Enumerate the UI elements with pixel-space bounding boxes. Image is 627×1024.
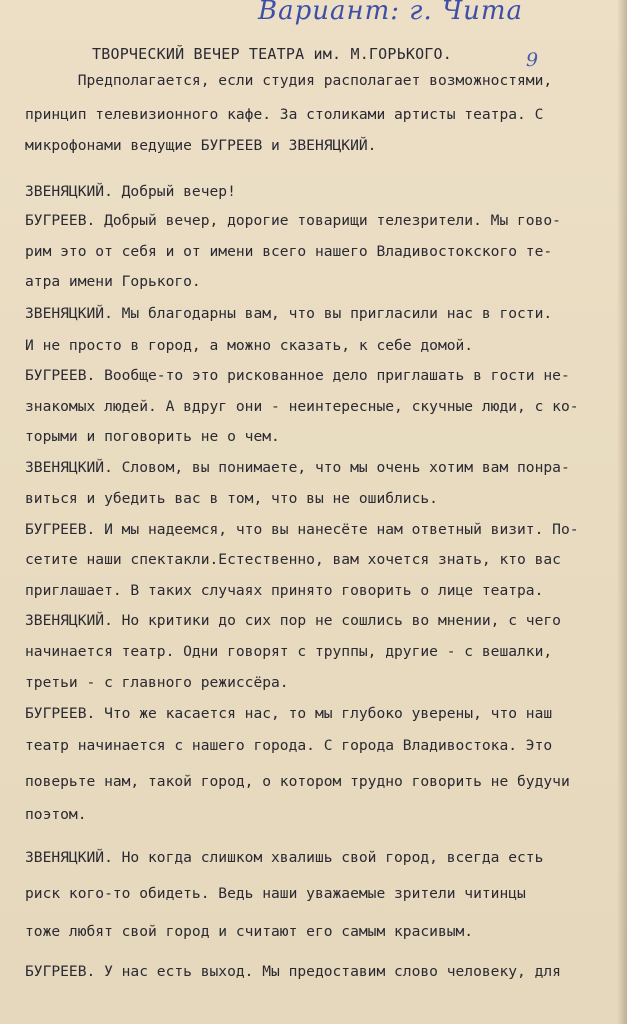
text-line: БУГРЕЕВ. Вообще-то это рискованное дело приглашать в гости не- xyxy=(25,367,570,384)
text-line: риск кого-то обидеть. Ведь наши уважаемые зрители читинцы xyxy=(25,885,526,902)
text-line: БУГРЕЕВ. У нас есть выход. Мы предоставим слово человеку, для xyxy=(25,963,561,980)
text-line: И не просто в город, а можно сказать, к себе домой. xyxy=(25,337,474,354)
text-line: БУГРЕЕВ. И мы надеемся, что вы нанесёте нам ответный визит. По- xyxy=(25,521,579,538)
text-line: БУГРЕЕВ. Что же касается нас, то мы глубоко уверены, что наш xyxy=(25,705,553,722)
text-line: ЗВЕНЯЦКИЙ. Мы благодарны вам, что вы пригласили нас в гости. xyxy=(25,305,553,322)
paper-edge-shadow xyxy=(617,0,627,1024)
text-line: приглашает. В таких случаях принято говорить о лице театра. xyxy=(25,582,544,599)
text-line: ЗВЕНЯЦКИЙ. Но когда слишком хвалишь свой город, всегда есть xyxy=(25,849,544,866)
page-number: 9 xyxy=(526,49,539,71)
text-line: микрофонами ведущие БУГРЕЕВ и ЗВЕНЯЦКИЙ. xyxy=(25,137,377,154)
text-line: ЗВЕНЯЦКИЙ. Добрый вечер! xyxy=(25,183,236,200)
text-line: БУГРЕЕВ. Добрый вечер, дорогие товарищи телезрители. Мы гово- xyxy=(25,212,561,229)
document-title: ТВОРЧЕСКИЙ ВЕЧЕР ТЕАТРА им. М.ГОРЬКОГО. xyxy=(92,45,452,63)
text-line: торыми и поговорить не о чем. xyxy=(25,428,280,445)
text-line: принцип телевизионного кафе. За столиками артисты театра. С xyxy=(25,106,544,123)
text-line: знакомых людей. А вдруг они - неинтересные, скучные люди, с ко- xyxy=(25,398,579,415)
handwritten-note: Вариант: г. Чита xyxy=(258,0,523,26)
text-line: тоже любят свой город и считают его самым красивым. xyxy=(25,923,474,940)
text-line: третьи - с главного режиссёра. xyxy=(25,674,289,691)
text-line: начинается театр. Одни говорят с труппы, другие - с вешалки, xyxy=(25,643,553,660)
text-line: сетите наши спектакли.Естественно, вам хочется знать, кто вас xyxy=(25,551,561,568)
text-line: ЗВЕНЯЦКИЙ. Но критики до сих пор не сошлись во мнении, с чего xyxy=(25,612,561,629)
text-line: поэтом. xyxy=(25,806,87,823)
text-line: рим это от себя и от имени всего нашего Владивостокского те- xyxy=(25,243,553,260)
text-line: виться и убедить вас в том, что вы не ошиблись. xyxy=(25,490,438,507)
text-line: поверьте нам, такой город, о котором трудно говорить не будучи xyxy=(25,773,570,790)
text-line: театр начинается с нашего города. С города Владивостока. Это xyxy=(25,737,553,754)
text-line: ЗВЕНЯЦКИЙ. Словом, вы понимаете, что мы очень хотим вам понра- xyxy=(25,459,570,476)
text-line: Предполагается, если студия располагает возможностями, xyxy=(25,72,553,89)
text-line: атра имени Горького. xyxy=(25,273,201,290)
